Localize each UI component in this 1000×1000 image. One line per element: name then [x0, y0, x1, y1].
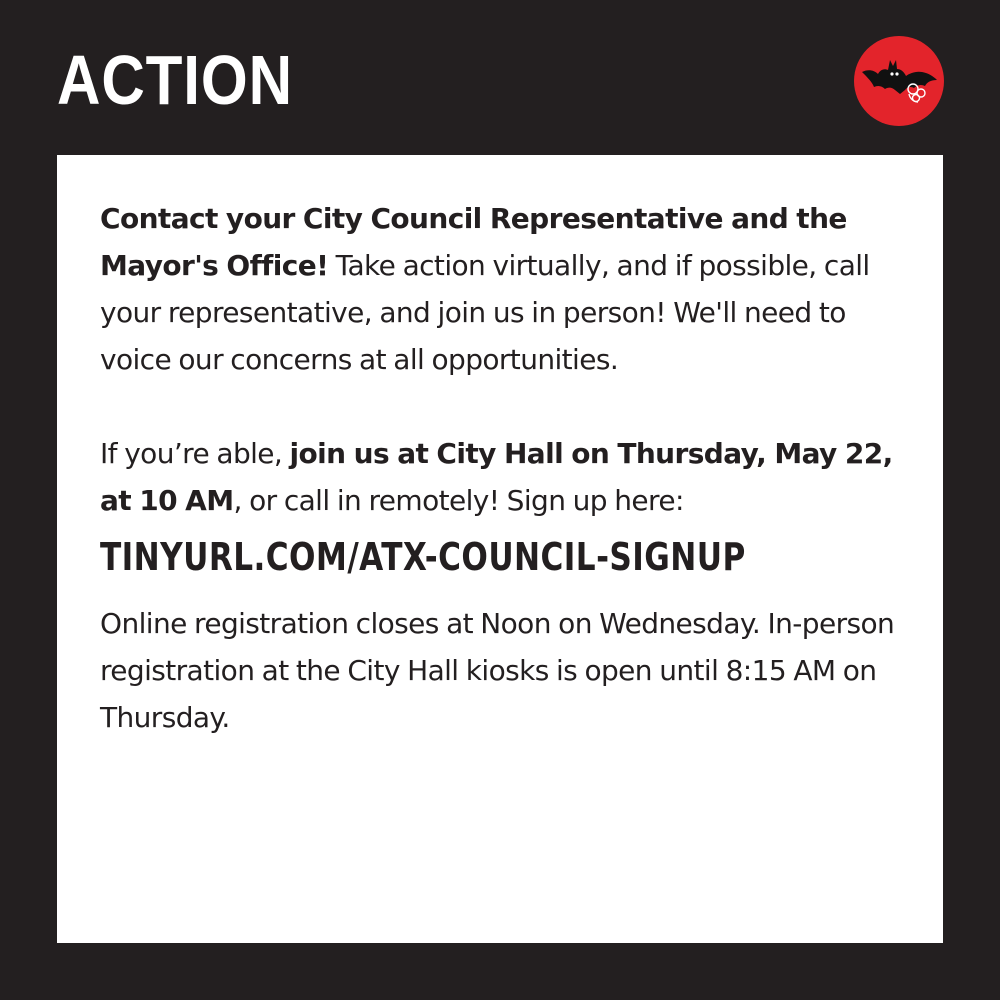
- content-card: [57, 155, 943, 943]
- join-paragraph: [100, 430, 913, 524]
- contact-body: Take action virtually, and if possible, call your representative, and join us in person! We'll need to voice our concerns at all opportunities.: [100, 249, 870, 376]
- contact-paragraph: [100, 195, 913, 383]
- page-title: ACTION: [57, 41, 293, 119]
- registration-in-person: In-person registration at the City Hall kiosks is open until 8:15 AM on Thursday.: [100, 607, 895, 734]
- bat-logo-icon: [854, 36, 944, 126]
- registration-online: Online registration closes at Noon on Wednesday.: [100, 607, 761, 640]
- join-details: join us at City Hall on Thursday, May 22, at 10 AM: [100, 437, 893, 517]
- bat-eye: [895, 72, 898, 75]
- bat-eye: [890, 72, 893, 75]
- join-body: , or call in remotely! Sign up here:: [233, 484, 684, 517]
- join-intro: If you’re able,: [100, 437, 290, 470]
- signup-link[interactable]: TINYURL.COM/ATX-COUNCIL-SIGNUP: [100, 535, 746, 579]
- contact-lead: Contact your City Council Representative and the Mayor's Office!: [100, 202, 847, 282]
- registration-paragraph: [100, 600, 913, 741]
